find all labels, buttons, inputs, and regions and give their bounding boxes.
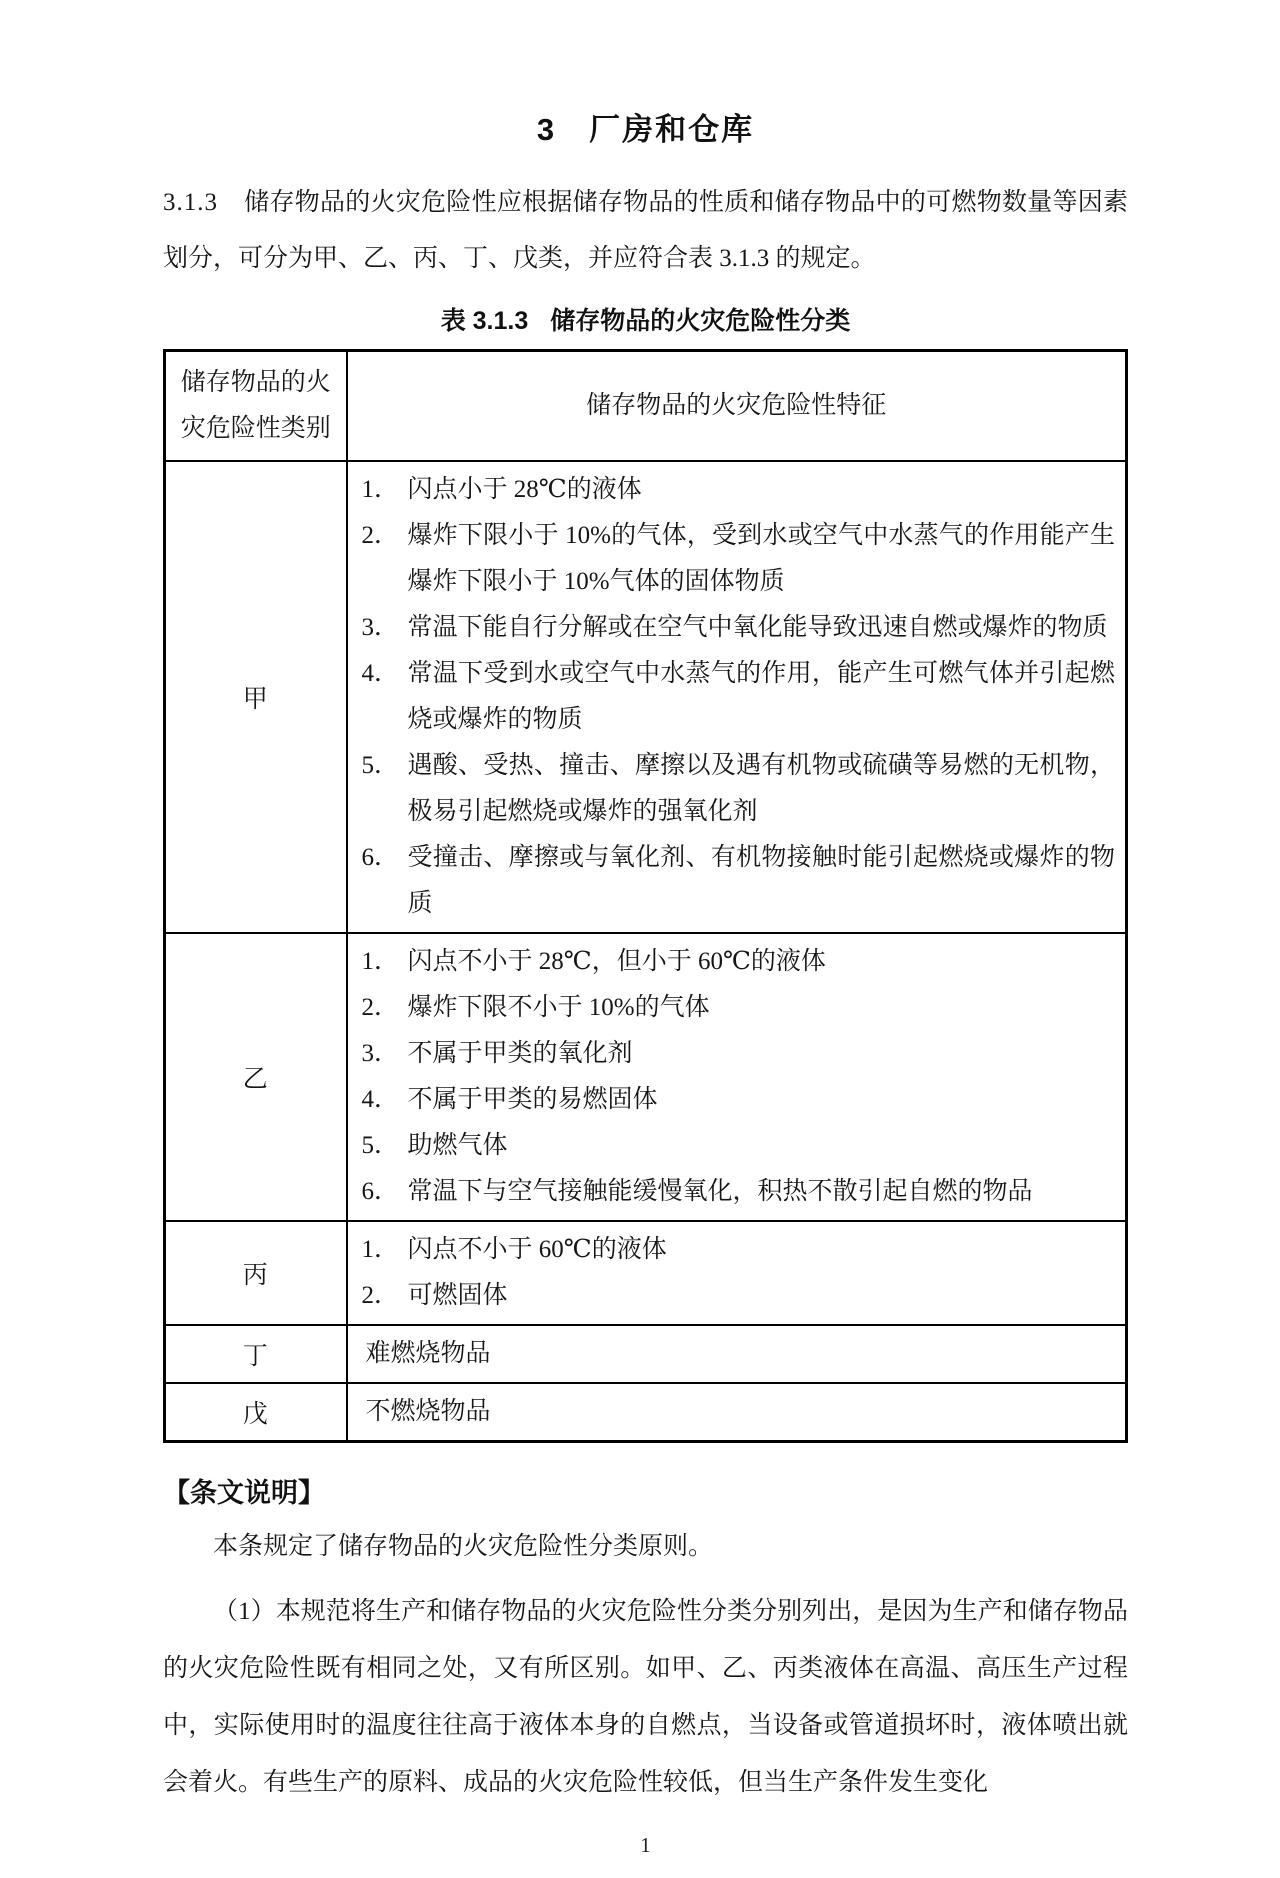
feature-item: 难燃烧物品 xyxy=(365,1340,491,1367)
feature-item xyxy=(362,1169,1116,1215)
feature-item xyxy=(362,1273,1116,1319)
page-title: 3 厂房和仓库 xyxy=(536,112,755,147)
item-text: 不属于甲类的易燃固体 xyxy=(407,1086,658,1113)
table-row xyxy=(165,461,1127,933)
features-cell xyxy=(347,1325,1127,1383)
item-number: 1． xyxy=(361,948,400,975)
table-row xyxy=(165,933,1127,1221)
item-text: 闪点小于 28℃的液体 xyxy=(407,476,642,503)
item-number: 2． xyxy=(361,1282,400,1309)
item-text: 爆炸下限不小于 10%的气体 xyxy=(407,994,710,1021)
item-number: 6． xyxy=(361,1178,400,1205)
item-number: 6． xyxy=(361,844,400,871)
table-row xyxy=(165,1325,1127,1383)
item-text: 爆炸下限小于 10%的气体，受到水或空气中水蒸气的作用能产生爆炸下限小于 10%气体的固体物质 xyxy=(407,522,1115,595)
clause-number: 3.1.3 xyxy=(163,189,218,216)
feature-item xyxy=(362,1077,1116,1123)
item-number: 3． xyxy=(361,1040,400,1067)
commentary-paragraph-2: （1）本规范将生产和储存物品的火灾危险性分类分别列出，是因为生产和储存物品的火灾危险性既有相同之处，又有所区别。如甲、乙、丙类液体在高温、高压生产过程中，实际使用时的温度往往高于液体本身的自燃点，当设备或管道损坏时，液体喷出就会着火。有些生产的原料、成品的火灾危险性较低，但当生产条件发生变化 xyxy=(163,1598,1128,1796)
commentary-paragraph-1: 本条规定了储存物品的火灾危险性分类原则。 xyxy=(213,1533,714,1560)
category-cell: 甲 xyxy=(165,461,347,933)
item-number: 1． xyxy=(361,1236,400,1263)
features-cell xyxy=(347,461,1127,933)
clause-3-1-3 xyxy=(163,175,1128,287)
item-text: 助燃气体 xyxy=(407,1132,508,1159)
feature-item xyxy=(362,743,1116,835)
item-text: 闪点不小于 28℃，但小于 60℃的液体 xyxy=(407,948,826,975)
feature-item xyxy=(362,985,1116,1031)
table-caption-title: 储存物品的火灾危险性分类 xyxy=(550,307,851,335)
features-cell xyxy=(347,1383,1127,1442)
item-number: 2． xyxy=(361,522,400,549)
item-text: 常温下与空气接触能缓慢氧化，积热不散引起自燃的物品 xyxy=(407,1178,1033,1205)
item-number: 3． xyxy=(361,614,400,641)
category-cell: 丙 xyxy=(165,1221,347,1325)
feature-item: 不燃烧物品 xyxy=(365,1398,491,1425)
item-number: 4． xyxy=(361,1086,400,1113)
table-body xyxy=(165,461,1127,1442)
feature-item xyxy=(362,835,1116,927)
item-text: 遇酸、受热、撞击、摩擦以及遇有机物或硫磺等易燃的无机物，极易引起燃烧或爆炸的强氧化剂 xyxy=(407,752,1115,825)
column-header-features: 储存物品的火灾危险性特征 xyxy=(347,351,1127,462)
feature-item xyxy=(362,513,1116,605)
feature-item xyxy=(362,467,1116,513)
clause-text: 储存物品的火灾危险性应根据储存物品的性质和储存物品中的可燃物数量等因素划分，可分为甲、乙、丙、丁、戊类，并应符合表 3.1.3 的规定。 xyxy=(163,189,1128,272)
feature-item xyxy=(362,651,1116,743)
features-cell xyxy=(347,933,1127,1221)
feature-item xyxy=(362,1123,1116,1169)
table-row xyxy=(165,1221,1127,1325)
item-text: 闪点不小于 60℃的液体 xyxy=(407,1236,667,1263)
item-text: 可燃固体 xyxy=(407,1282,508,1309)
feature-item xyxy=(362,605,1116,651)
item-number: 4． xyxy=(361,660,400,687)
column-header-category: 储存物品的火灾危险性类别 xyxy=(165,351,347,462)
item-number: 5． xyxy=(361,1132,400,1159)
feature-item xyxy=(362,1031,1116,1077)
item-number: 1． xyxy=(361,476,400,503)
commentary-heading: 【条文说明】 xyxy=(163,1478,325,1508)
table-caption-number: 表 3.1.3 xyxy=(440,307,529,335)
fire-hazard-classification-table xyxy=(163,349,1128,1443)
table-caption xyxy=(163,301,1128,337)
table-row xyxy=(165,1383,1127,1442)
feature-item xyxy=(362,939,1116,985)
item-text: 常温下受到水或空气中水蒸气的作用，能产生可燃气体并引起燃烧或爆炸的物质 xyxy=(407,660,1115,733)
features-cell xyxy=(347,1221,1127,1325)
category-cell: 乙 xyxy=(165,933,347,1221)
table-header-row xyxy=(165,351,1127,462)
feature-item xyxy=(362,1227,1116,1273)
page-number: 1 xyxy=(640,1833,651,1857)
item-number: 2． xyxy=(361,994,400,1021)
item-text: 受撞击、摩擦或与氧化剂、有机物接触时能引起燃烧或爆炸的物质 xyxy=(407,844,1115,917)
item-number: 5． xyxy=(361,752,400,779)
category-cell: 戊 xyxy=(165,1383,347,1442)
category-cell: 丁 xyxy=(165,1325,347,1383)
table-header xyxy=(165,351,1127,462)
item-text: 常温下能自行分解或在空气中氧化能导致迅速自燃或爆炸的物质 xyxy=(407,614,1108,641)
item-text: 不属于甲类的氧化剂 xyxy=(407,1040,633,1067)
